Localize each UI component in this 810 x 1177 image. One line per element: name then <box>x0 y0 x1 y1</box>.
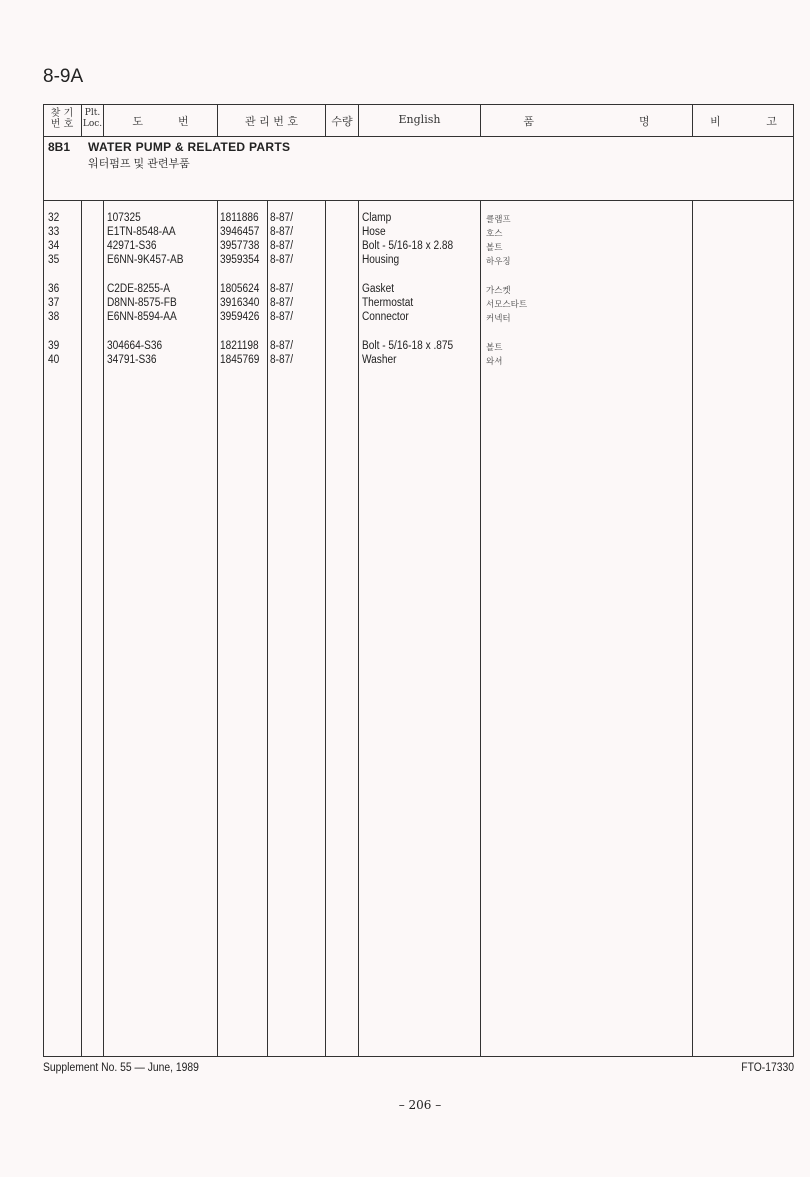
col-divider-date <box>267 200 268 1057</box>
cell-mgmt: 3957738 <box>220 240 260 252</box>
cell-english: Housing <box>362 254 400 266</box>
cell-english: Thermostat <box>362 297 414 309</box>
header-drawing: 도 번 <box>132 115 189 128</box>
cell-key: 37 <box>48 297 60 309</box>
cell-date: 8-87/ <box>270 212 294 224</box>
cell-mgmt: 3959426 <box>220 311 260 323</box>
cell-key: 40 <box>48 354 60 366</box>
page-id: 8-9A <box>43 66 84 87</box>
cell-english: Bolt - 5/16-18 x 2.88 <box>362 240 454 252</box>
header-key-no: 찾 기 번 호 <box>50 108 74 130</box>
col-divider-english-body <box>480 200 481 1057</box>
cell-drawing: E6NN-9K457-AB <box>107 254 184 266</box>
header-english: English <box>398 113 441 126</box>
cell-english: Hose <box>362 226 386 238</box>
page-number: – 206 – <box>398 1098 442 1112</box>
col-divider-mgmt-body <box>325 200 326 1057</box>
cell-drawing: D8NN-8575-FB <box>107 297 177 309</box>
cell-mgmt: 3959354 <box>220 254 260 266</box>
col-divider-drawing-body <box>217 200 218 1057</box>
cell-date: 8-87/ <box>270 226 294 238</box>
cell-date: 8-87/ <box>270 254 294 266</box>
section-title-en: WATER PUMP & RELATED PARTS <box>88 140 291 154</box>
cell-english: Washer <box>362 354 397 366</box>
cell-key: 32 <box>48 212 60 224</box>
cell-drawing: C2DE-8255-A <box>107 283 171 295</box>
cell-mgmt: 1821198 <box>220 340 259 352</box>
header-name-ko: 품 명 <box>523 115 650 128</box>
cell-english: Gasket <box>362 283 395 295</box>
header-plt-loc: Plt. Loc. <box>82 108 103 129</box>
cell-korean: 호스 <box>486 229 503 239</box>
section-divider <box>43 200 794 201</box>
cell-korean: 와셔 <box>486 357 503 367</box>
cell-date: 8-87/ <box>270 283 294 295</box>
col-divider-key-body <box>81 200 82 1057</box>
col-divider-korean-body <box>692 200 693 1057</box>
cell-korean: 가스켓 <box>486 286 511 296</box>
supplement-note: Supplement No. 55 — June, 1989 <box>43 1062 199 1074</box>
cell-mgmt: 1845769 <box>220 354 260 366</box>
cell-korean: 커넥터 <box>486 314 511 324</box>
cell-drawing: 107325 <box>107 212 141 224</box>
header-mgmt-no: 관 리 번 호 <box>245 115 298 128</box>
cell-date: 8-87/ <box>270 354 294 366</box>
cell-english: Connector <box>362 311 409 323</box>
cell-mgmt: 3916340 <box>220 297 260 309</box>
cell-mgmt: 1805624 <box>220 283 260 295</box>
cell-drawing: 304664-S36 <box>107 340 163 352</box>
cell-drawing: E6NN-8594-AA <box>107 311 177 323</box>
cell-mgmt: 1811886 <box>220 212 259 224</box>
cell-date: 8-87/ <box>270 240 294 252</box>
cell-key: 34 <box>48 240 60 252</box>
cell-drawing: 42971-S36 <box>107 240 157 252</box>
cell-key: 33 <box>48 226 60 238</box>
cell-key: 36 <box>48 283 60 295</box>
cell-key: 35 <box>48 254 60 266</box>
header-qty: 수량 <box>331 115 353 128</box>
cell-drawing: 34791-S36 <box>107 354 157 366</box>
cell-date: 8-87/ <box>270 311 294 323</box>
section-title-ko: 워터펌프 및 관련부품 <box>88 158 190 170</box>
header-divider <box>43 136 794 137</box>
cell-korean: 볼트 <box>486 243 503 253</box>
cell-korean: 클램프 <box>486 215 511 225</box>
cell-date: 8-87/ <box>270 297 294 309</box>
document-number: FTO-17330 <box>741 1062 794 1074</box>
cell-english: Clamp <box>362 212 392 224</box>
cell-korean: 서모스타트 <box>486 300 528 310</box>
cell-date: 8-87/ <box>270 340 294 352</box>
col-divider-loc-body <box>103 200 104 1057</box>
cell-korean: 하우징 <box>486 257 511 267</box>
cell-key: 39 <box>48 340 60 352</box>
cell-english: Bolt - 5/16-18 x .875 <box>362 340 454 352</box>
cell-key: 38 <box>48 311 60 323</box>
cell-drawing: E1TN-8548-AA <box>107 226 176 238</box>
header-remarks: 비 고 <box>710 115 777 128</box>
section-code: 8B1 <box>48 140 71 154</box>
cell-korean: 볼트 <box>486 343 503 353</box>
cell-mgmt: 3946457 <box>220 226 260 238</box>
col-divider-qty-body <box>358 200 359 1057</box>
